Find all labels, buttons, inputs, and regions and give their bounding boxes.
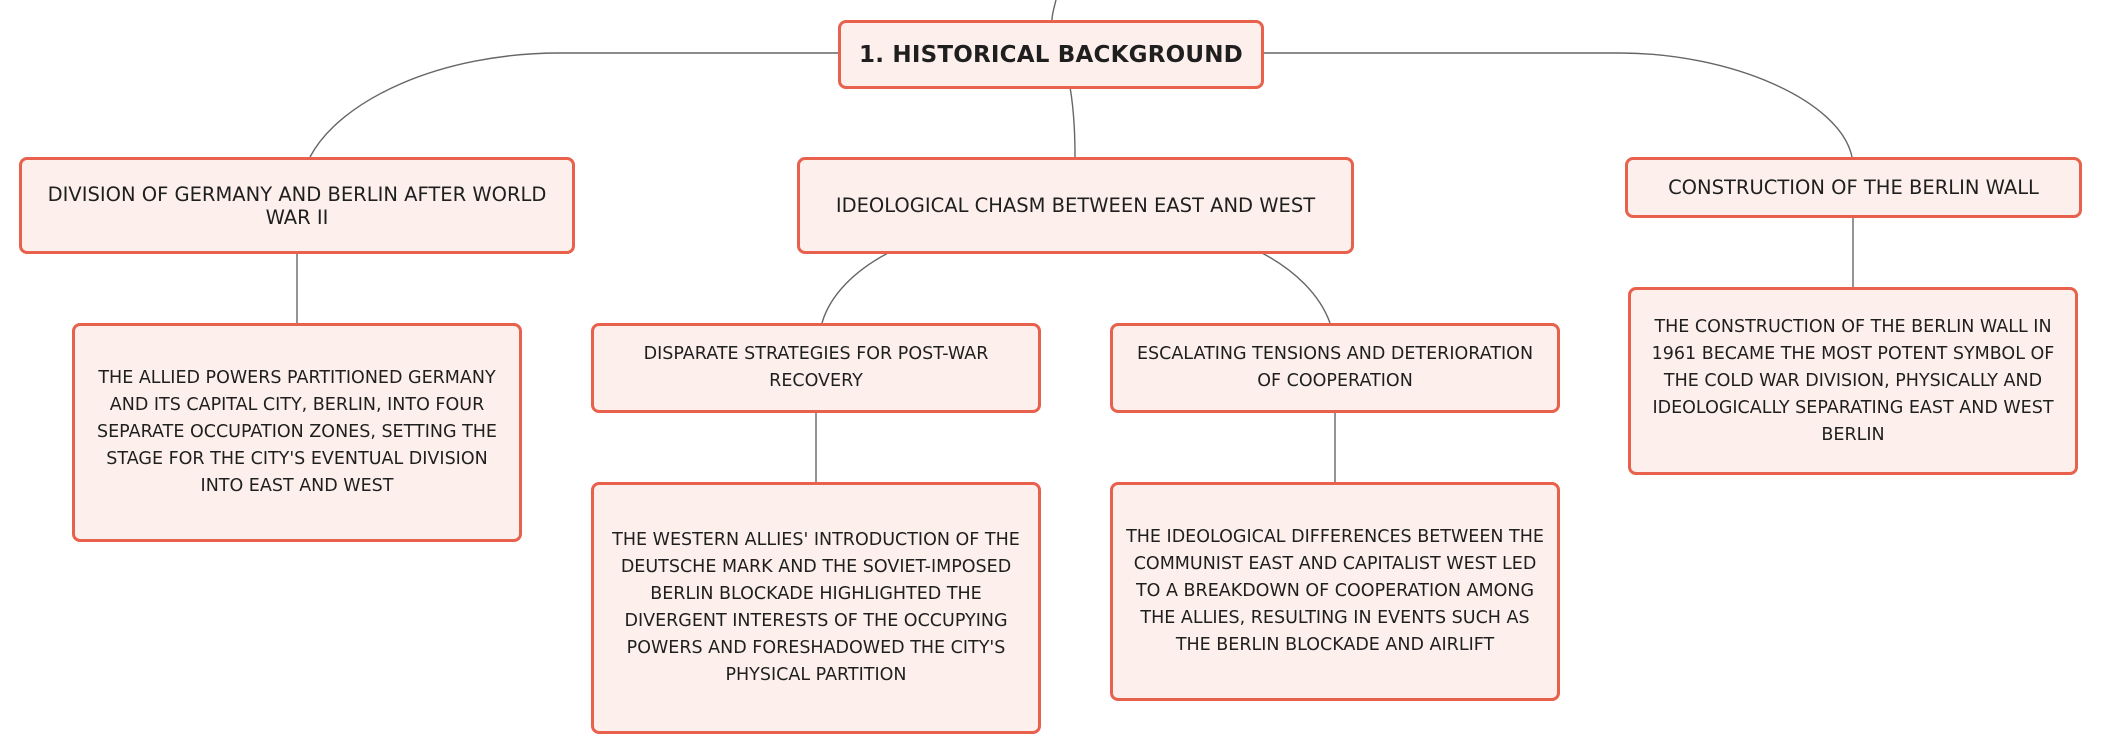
detail-text-construction: THE CONSTRUCTION OF THE BERLIN WALL IN 1961 BECAME THE MOST POTENT SYMBOL OF THE COLD WAR DIVISION, PHYSICALLY AND IDEOLOGICALLY SEPARATING EAST AND WEST BERLIN <box>1651 316 2055 445</box>
subtopic-node-escalating[interactable] <box>1110 323 1560 413</box>
connector-ideological-disparate <box>822 252 890 323</box>
topic-label-division: DIVISION OF GERMANY AND BERLIN AFTER WORLD WAR II <box>47 182 547 229</box>
root-label: 1. HISTORICAL BACKGROUND <box>859 41 1243 68</box>
detail-text-escalating: THE IDEOLOGICAL DIFFERENCES BETWEEN THE COMMUNIST EAST AND CAPITALIST WEST LED TO A BREAKDOWN OF COOPERATION AMONG THE ALLIES, RESULTING IN EVENTS SUCH AS THE BERLIN BLOCKADE AND AIRLIFT <box>1126 527 1544 655</box>
subtopic-label-escalating: ESCALATING TENSIONS AND DETERIORATION OF COOPERATION <box>1136 344 1534 391</box>
subtopic-label-disparate: DISPARATE STRATEGIES FOR POST-WAR RECOVERY <box>643 344 989 391</box>
connector-ideological-escalating <box>1260 252 1330 323</box>
connector-root-topic-division <box>310 53 838 157</box>
detail-node-disparate[interactable] <box>591 482 1041 734</box>
topic-node-construction[interactable] <box>1625 157 2082 218</box>
detail-node-construction[interactable] <box>1628 287 2078 475</box>
topic-label-ideological: IDEOLOGICAL CHASM BETWEEN EAST AND WEST <box>835 194 1316 217</box>
root-node[interactable] <box>838 20 1264 89</box>
topic-node-ideological[interactable] <box>797 157 1354 254</box>
topic-node-division[interactable] <box>19 157 575 254</box>
subtopic-node-disparate[interactable] <box>591 323 1041 413</box>
detail-node-division[interactable] <box>72 323 522 542</box>
topic-label-construction: CONSTRUCTION OF THE BERLIN WALL <box>1668 176 2039 199</box>
connector-root-topic-ideological <box>1070 87 1075 157</box>
connector-root-parent <box>1052 0 1056 20</box>
detail-text-division: THE ALLIED POWERS PARTITIONED GERMANY AND ITS CAPITAL CITY, BERLIN, INTO FOUR SEPARATE OCCUPATION ZONES, SETTING THE STAGE FOR THE CITY'S EVENTUAL DIVISION INTO EAST AND WEST <box>97 368 497 496</box>
connector-root-topic-construction <box>1262 53 1852 157</box>
detail-node-escalating[interactable] <box>1110 482 1560 701</box>
detail-text-disparate: THE WESTERN ALLIES' INTRODUCTION OF THE DEUTSCHE MARK AND THE SOVIET-IMPOSED BERLIN BLOCKADE HIGHLIGHTED THE DIVERGENT INTERESTS OF THE OCCUPYING POWERS AND FORESHADOWED THE CITY'S PHYSICAL PARTITION <box>612 530 1020 685</box>
